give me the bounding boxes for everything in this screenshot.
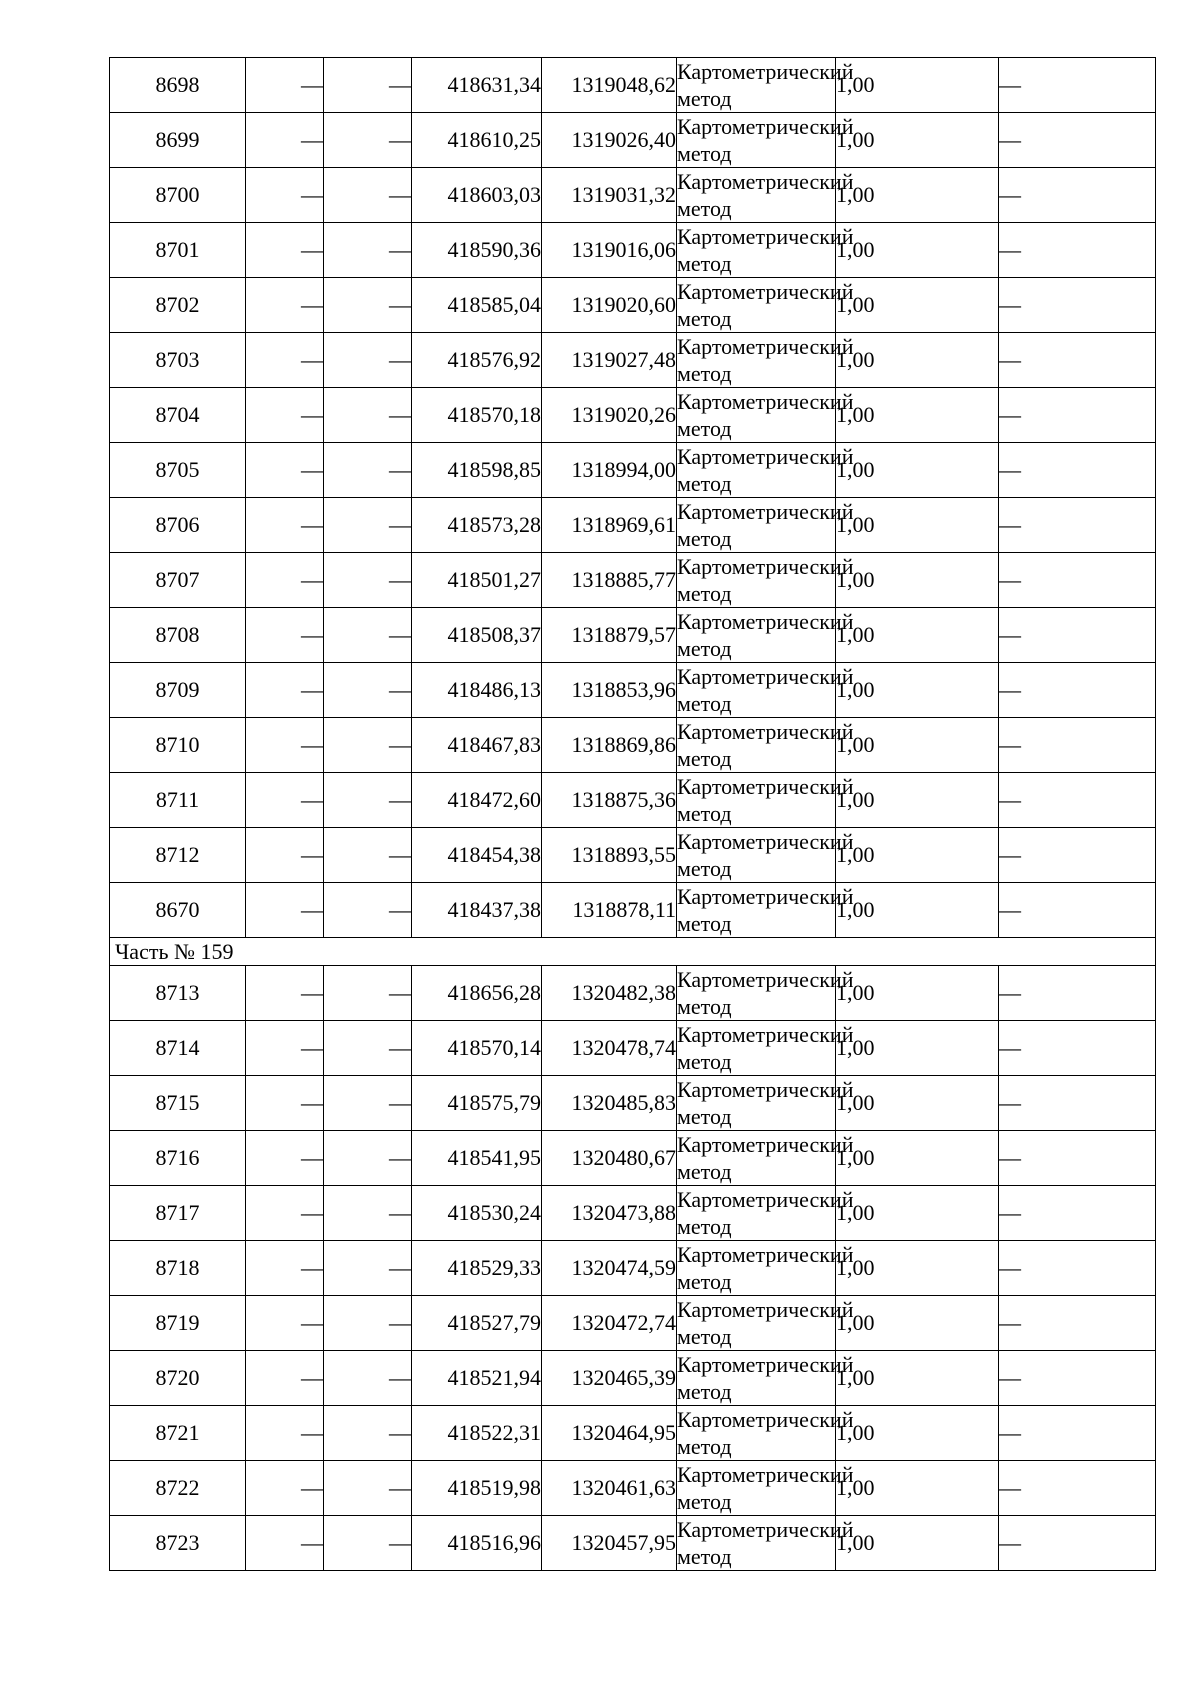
table-row: [110, 1296, 1156, 1351]
coordinate-x-cell: 418501,27: [412, 553, 542, 608]
note-cell: —: [999, 1021, 1156, 1076]
note-cell: —: [999, 443, 1156, 498]
point-number-cell: 8702: [110, 278, 246, 333]
table-row: [110, 1241, 1156, 1296]
empty-value-cell: —: [324, 966, 412, 1021]
empty-value-cell: —: [246, 388, 324, 443]
note-cell: —: [999, 168, 1156, 223]
method-cell: Картометрический метод: [677, 1077, 854, 1129]
coordinate-y-cell: 1318853,96: [542, 663, 677, 718]
accuracy-cell: 1,00: [836, 1516, 999, 1571]
coordinate-y-cell: 1320473,88: [542, 1186, 677, 1241]
coordinate-x-cell: 418454,38: [412, 828, 542, 883]
empty-value-cell: —: [246, 663, 324, 718]
point-number-cell: 8710: [110, 718, 246, 773]
empty-value-cell: —: [246, 1021, 324, 1076]
empty-value-cell: —: [246, 966, 324, 1021]
method-cell: Картометрический метод: [677, 1352, 854, 1404]
empty-value-cell: —: [246, 883, 324, 938]
method-cell: Картометрический метод: [677, 1022, 854, 1074]
empty-value-cell: —: [246, 113, 324, 168]
accuracy-cell: 1,00: [836, 1461, 999, 1516]
empty-value-cell: —: [324, 1406, 412, 1461]
coordinate-x-cell: 418437,38: [412, 883, 542, 938]
point-number-cell: 8718: [110, 1241, 246, 1296]
coordinate-y-cell: 1320457,95: [542, 1516, 677, 1571]
note-cell: —: [999, 663, 1156, 718]
coordinate-y-cell: 1318879,57: [542, 608, 677, 663]
coordinate-x-cell: 418603,03: [412, 168, 542, 223]
accuracy-cell: 1,00: [836, 1296, 999, 1351]
note-cell: —: [999, 718, 1156, 773]
empty-value-cell: —: [246, 278, 324, 333]
empty-value-cell: —: [324, 773, 412, 828]
coordinate-y-cell: 1320464,95: [542, 1406, 677, 1461]
point-number-cell: 8703: [110, 333, 246, 388]
empty-value-cell: —: [324, 223, 412, 278]
method-cell: Картометрический метод: [677, 719, 854, 771]
point-number-cell: 8698: [110, 58, 246, 113]
empty-value-cell: —: [324, 1516, 412, 1571]
note-cell: —: [999, 1516, 1156, 1571]
table-row: [110, 1186, 1156, 1241]
empty-value-cell: —: [324, 1076, 412, 1131]
method-cell: Картометрический метод: [677, 169, 854, 221]
empty-value-cell: —: [246, 1406, 324, 1461]
note-cell: —: [999, 1461, 1156, 1516]
empty-value-cell: —: [324, 168, 412, 223]
note-cell: —: [999, 113, 1156, 168]
point-number-cell: 8709: [110, 663, 246, 718]
empty-value-cell: —: [324, 1241, 412, 1296]
point-number-cell: 8670: [110, 883, 246, 938]
table-row: [110, 608, 1156, 663]
method-cell: Картометрический метод: [677, 1187, 854, 1239]
empty-value-cell: —: [246, 828, 324, 883]
accuracy-cell: 1,00: [836, 1021, 999, 1076]
empty-value-cell: —: [246, 1516, 324, 1571]
method-cell: Картометрический метод: [677, 1407, 854, 1459]
table-row: [110, 1406, 1156, 1461]
note-cell: —: [999, 498, 1156, 553]
point-number-cell: 8706: [110, 498, 246, 553]
empty-value-cell: —: [246, 553, 324, 608]
accuracy-cell: 1,00: [836, 443, 999, 498]
note-cell: —: [999, 828, 1156, 883]
method-cell: Картометрический метод: [677, 884, 854, 936]
empty-value-cell: —: [324, 443, 412, 498]
coordinate-y-cell: 1318994,00: [542, 443, 677, 498]
accuracy-cell: 1,00: [836, 223, 999, 278]
coordinate-y-cell: 1318869,86: [542, 718, 677, 773]
empty-value-cell: —: [324, 1186, 412, 1241]
table-row: [110, 773, 1156, 828]
note-cell: —: [999, 966, 1156, 1021]
method-cell: Картометрический метод: [677, 664, 854, 716]
accuracy-cell: 1,00: [836, 388, 999, 443]
table-row: [110, 168, 1156, 223]
accuracy-cell: 1,00: [836, 1241, 999, 1296]
accuracy-cell: 1,00: [836, 333, 999, 388]
table-row: [110, 443, 1156, 498]
empty-value-cell: —: [246, 168, 324, 223]
method-cell: Картометрический метод: [677, 774, 854, 826]
accuracy-cell: 1,00: [836, 1406, 999, 1461]
coordinate-y-cell: 1320461,63: [542, 1461, 677, 1516]
accuracy-cell: 1,00: [836, 663, 999, 718]
empty-value-cell: —: [324, 1351, 412, 1406]
coordinate-x-cell: 418530,24: [412, 1186, 542, 1241]
coordinate-y-cell: 1318875,36: [542, 773, 677, 828]
coordinate-x-cell: 418590,36: [412, 223, 542, 278]
coordinate-x-cell: 418573,28: [412, 498, 542, 553]
empty-value-cell: —: [246, 1241, 324, 1296]
coordinate-x-cell: 418529,33: [412, 1241, 542, 1296]
note-cell: —: [999, 1351, 1156, 1406]
table-row: [110, 1131, 1156, 1186]
table-row: [110, 966, 1156, 1021]
note-cell: —: [999, 773, 1156, 828]
method-cell: Картометрический метод: [677, 1517, 854, 1569]
accuracy-cell: 1,00: [836, 773, 999, 828]
coordinate-y-cell: 1320480,67: [542, 1131, 677, 1186]
coordinate-x-cell: 418585,04: [412, 278, 542, 333]
coordinate-y-cell: 1320472,74: [542, 1296, 677, 1351]
note-cell: —: [999, 388, 1156, 443]
coordinate-x-cell: 418598,85: [412, 443, 542, 498]
table-row: [110, 388, 1156, 443]
note-cell: —: [999, 333, 1156, 388]
accuracy-cell: 1,00: [836, 1131, 999, 1186]
point-number-cell: 8722: [110, 1461, 246, 1516]
method-cell: Картометрический метод: [677, 224, 854, 276]
point-number-cell: 8700: [110, 168, 246, 223]
point-number-cell: 8701: [110, 223, 246, 278]
method-cell: Картометрический метод: [677, 1132, 854, 1184]
coordinate-x-cell: 418631,34: [412, 58, 542, 113]
empty-value-cell: —: [324, 1021, 412, 1076]
coordinate-y-cell: 1319026,40: [542, 113, 677, 168]
note-cell: —: [999, 608, 1156, 663]
note-cell: —: [999, 1076, 1156, 1131]
method-cell: Картометрический метод: [677, 609, 854, 661]
point-number-cell: 8719: [110, 1296, 246, 1351]
coordinate-y-cell: 1319027,48: [542, 333, 677, 388]
empty-value-cell: —: [246, 223, 324, 278]
method-cell: Картометрический метод: [677, 829, 854, 881]
empty-value-cell: —: [246, 718, 324, 773]
accuracy-cell: 1,00: [836, 1351, 999, 1406]
accuracy-cell: 1,00: [836, 883, 999, 938]
empty-value-cell: —: [246, 1461, 324, 1516]
coordinate-x-cell: 418656,28: [412, 966, 542, 1021]
accuracy-cell: 1,00: [836, 608, 999, 663]
table-row: [110, 223, 1156, 278]
empty-value-cell: —: [246, 1351, 324, 1406]
point-number-cell: 8713: [110, 966, 246, 1021]
coordinate-y-cell: 1320474,59: [542, 1241, 677, 1296]
empty-value-cell: —: [246, 608, 324, 663]
empty-value-cell: —: [246, 443, 324, 498]
coordinates-table: [109, 57, 1156, 1571]
coordinate-y-cell: 1320482,38: [542, 966, 677, 1021]
point-number-cell: 8714: [110, 1021, 246, 1076]
coordinate-x-cell: 418576,92: [412, 333, 542, 388]
accuracy-cell: 1,00: [836, 1186, 999, 1241]
method-cell: Картометрический метод: [677, 59, 854, 111]
note-cell: —: [999, 1241, 1156, 1296]
point-number-cell: 8707: [110, 553, 246, 608]
method-cell: Картометрический метод: [677, 1462, 854, 1514]
method-cell: Картометрический метод: [677, 1297, 854, 1349]
coordinate-x-cell: 418522,31: [412, 1406, 542, 1461]
coordinate-x-cell: 418527,79: [412, 1296, 542, 1351]
table-row: [110, 498, 1156, 553]
accuracy-cell: 1,00: [836, 498, 999, 553]
table-row: [110, 58, 1156, 113]
accuracy-cell: 1,00: [836, 113, 999, 168]
coordinate-y-cell: 1319016,06: [542, 223, 677, 278]
note-cell: —: [999, 58, 1156, 113]
coordinate-x-cell: 418516,96: [412, 1516, 542, 1571]
coordinate-y-cell: 1320465,39: [542, 1351, 677, 1406]
point-number-cell: 8715: [110, 1076, 246, 1131]
empty-value-cell: —: [246, 1296, 324, 1351]
coordinate-x-cell: 418519,98: [412, 1461, 542, 1516]
coordinate-x-cell: 418570,14: [412, 1021, 542, 1076]
note-cell: —: [999, 1296, 1156, 1351]
note-cell: —: [999, 1406, 1156, 1461]
method-cell: Картометрический метод: [677, 334, 854, 386]
point-number-cell: 8712: [110, 828, 246, 883]
empty-value-cell: —: [324, 498, 412, 553]
empty-value-cell: —: [324, 663, 412, 718]
table-row: [110, 553, 1156, 608]
coordinate-y-cell: 1318969,61: [542, 498, 677, 553]
point-number-cell: 8723: [110, 1516, 246, 1571]
empty-value-cell: —: [246, 773, 324, 828]
coordinate-y-cell: 1320478,74: [542, 1021, 677, 1076]
coordinate-y-cell: 1319020,60: [542, 278, 677, 333]
table-row: [110, 883, 1156, 938]
empty-value-cell: —: [324, 113, 412, 168]
section-row: [110, 938, 1156, 966]
empty-value-cell: —: [324, 718, 412, 773]
method-cell: Картометрический метод: [677, 967, 854, 1019]
method-cell: Картометрический метод: [677, 499, 854, 551]
coordinate-x-cell: 418467,83: [412, 718, 542, 773]
table-row: [110, 278, 1156, 333]
coordinate-y-cell: 1318878,11: [542, 883, 677, 938]
coordinate-x-cell: 418610,25: [412, 113, 542, 168]
coordinate-x-cell: 418570,18: [412, 388, 542, 443]
coordinate-y-cell: 1319048,62: [542, 58, 677, 113]
point-number-cell: 8704: [110, 388, 246, 443]
empty-value-cell: —: [324, 1131, 412, 1186]
table-row: [110, 1516, 1156, 1571]
empty-value-cell: —: [324, 333, 412, 388]
accuracy-cell: 1,00: [836, 828, 999, 883]
point-number-cell: 8708: [110, 608, 246, 663]
table-row: [110, 1021, 1156, 1076]
empty-value-cell: —: [246, 1186, 324, 1241]
method-cell: Картометрический метод: [677, 444, 854, 496]
table-row: [110, 333, 1156, 388]
note-cell: —: [999, 278, 1156, 333]
empty-value-cell: —: [324, 388, 412, 443]
method-cell: Картометрический метод: [677, 389, 854, 441]
empty-value-cell: —: [246, 333, 324, 388]
coordinate-x-cell: 418472,60: [412, 773, 542, 828]
empty-value-cell: —: [324, 278, 412, 333]
section-label: Часть № 159: [110, 938, 1156, 966]
note-cell: —: [999, 1186, 1156, 1241]
empty-value-cell: —: [324, 883, 412, 938]
table-row: [110, 1351, 1156, 1406]
accuracy-cell: 1,00: [836, 553, 999, 608]
empty-value-cell: —: [324, 1296, 412, 1351]
table-row: [110, 113, 1156, 168]
table-body: [110, 58, 1156, 1571]
accuracy-cell: 1,00: [836, 1076, 999, 1131]
coordinate-y-cell: 1318885,77: [542, 553, 677, 608]
empty-value-cell: —: [246, 1076, 324, 1131]
note-cell: —: [999, 223, 1156, 278]
method-cell: Картометрический метод: [677, 554, 854, 606]
coordinate-x-cell: 418508,37: [412, 608, 542, 663]
empty-value-cell: —: [324, 1461, 412, 1516]
coordinate-y-cell: 1319031,32: [542, 168, 677, 223]
coordinate-x-cell: 418521,94: [412, 1351, 542, 1406]
point-number-cell: 8705: [110, 443, 246, 498]
point-number-cell: 8720: [110, 1351, 246, 1406]
point-number-cell: 8699: [110, 113, 246, 168]
accuracy-cell: 1,00: [836, 718, 999, 773]
table-row: [110, 1461, 1156, 1516]
point-number-cell: 8711: [110, 773, 246, 828]
point-number-cell: 8717: [110, 1186, 246, 1241]
accuracy-cell: 1,00: [836, 278, 999, 333]
point-number-cell: 8716: [110, 1131, 246, 1186]
accuracy-cell: 1,00: [836, 58, 999, 113]
empty-value-cell: —: [324, 828, 412, 883]
table-row: [110, 828, 1156, 883]
coordinate-x-cell: 418486,13: [412, 663, 542, 718]
empty-value-cell: —: [324, 58, 412, 113]
coordinate-y-cell: 1318893,55: [542, 828, 677, 883]
table-row: [110, 718, 1156, 773]
table-row: [110, 1076, 1156, 1131]
empty-value-cell: —: [246, 58, 324, 113]
coordinate-y-cell: 1319020,26: [542, 388, 677, 443]
coordinate-x-cell: 418541,95: [412, 1131, 542, 1186]
note-cell: —: [999, 1131, 1156, 1186]
point-number-cell: 8721: [110, 1406, 246, 1461]
coordinate-y-cell: 1320485,83: [542, 1076, 677, 1131]
empty-value-cell: —: [324, 608, 412, 663]
accuracy-cell: 1,00: [836, 168, 999, 223]
method-cell: Картометрический метод: [677, 1242, 854, 1294]
empty-value-cell: —: [246, 1131, 324, 1186]
method-cell: Картометрический метод: [677, 114, 854, 166]
table-row: [110, 663, 1156, 718]
empty-value-cell: —: [324, 553, 412, 608]
coordinate-x-cell: 418575,79: [412, 1076, 542, 1131]
empty-value-cell: —: [246, 498, 324, 553]
accuracy-cell: 1,00: [836, 966, 999, 1021]
note-cell: —: [999, 883, 1156, 938]
note-cell: —: [999, 553, 1156, 608]
method-cell: Картометрический метод: [677, 279, 854, 331]
